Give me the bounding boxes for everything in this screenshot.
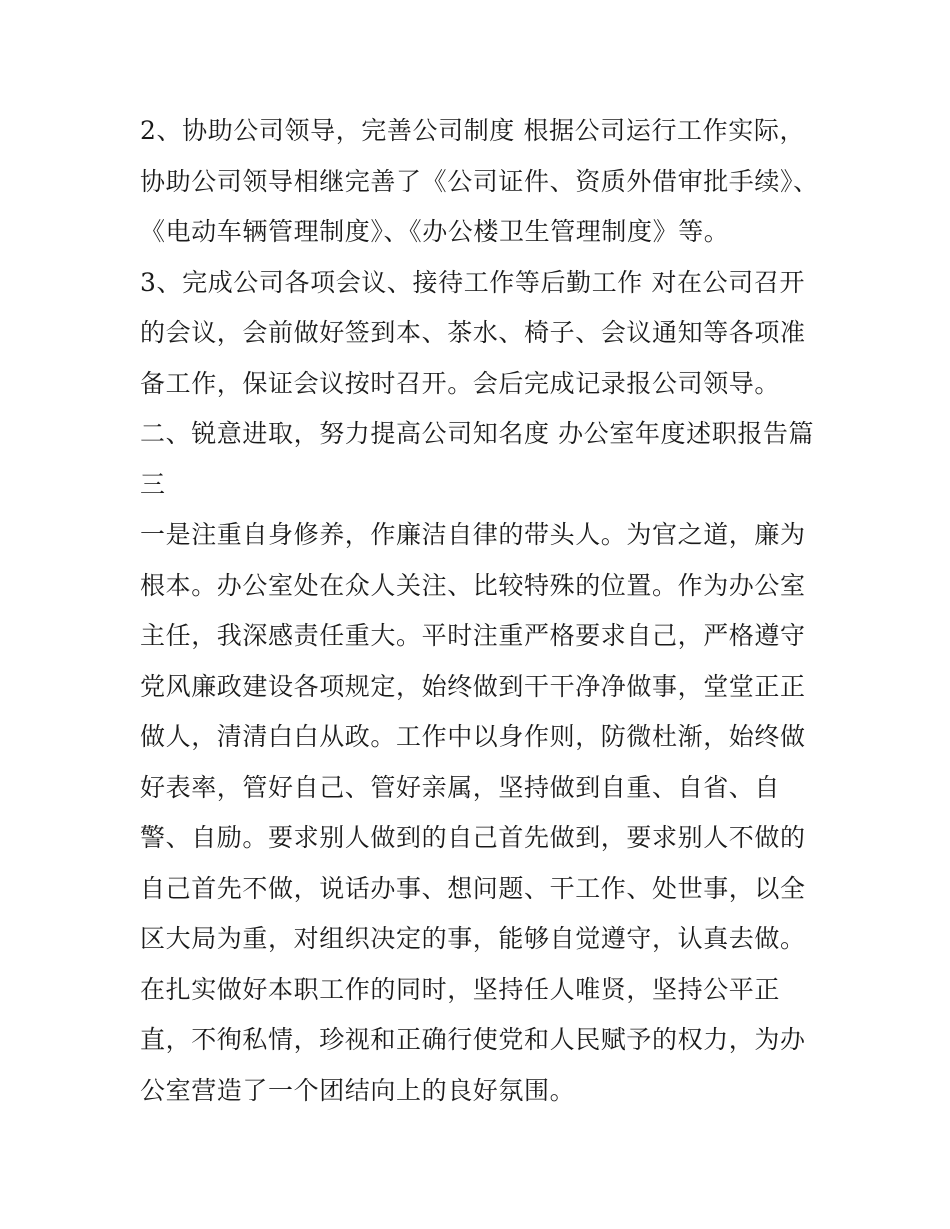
section-heading-two: 二、锐意进取，努力提高公司知名度 办公室年度述职报告篇三 <box>140 419 815 499</box>
paragraph-self-discipline: 一是注重自身修养，作廉洁自律的带头人。为官之道，廉为根本。办公室处在众人关注、比较特殊的位置。作为办公室主任，我深感责任重大。平时注重严格要求自己，严格遵守党风廉政建设各项规定，始终做到干干净净做事，堂堂正正做人，清清白白从政。工作中以身作则，防微杜渐，始终做好表率，管好自己、管好亲属，坚持做到自重、自省、自警、自励。要求别人做到的自己首先做到，要求别人不做的自己首先不做，说话办事、想问题、干工作、处世事，以全区大局为重，对组织决定的事，能够自觉遵守，认真去做。在扎实做好本职工作的同时，坚持任人唯贤，坚持公平正直，不徇私情，珍视和正确行使党和人民赋予的权力，为办公室营造了一个团结向上的良好氛围。 <box>140 520 806 1105</box>
document-body <box>140 106 820 1116</box>
paragraph-item-2: 2、协助公司领导，完善公司制度 根据公司运行工作实际，协助公司领导相继完善了《公司证件、资质外借审批手续》、《电动车辆管理制度》、《办公楼卫生管理制度》等。 <box>140 116 819 246</box>
paragraph-item-3: 3、完成公司各项会议、接待工作等后勤工作 对在公司召开的会议，会前做好签到本、茶水、椅子、会议通知等各项准备工作，保证会议按时召开。会后完成记录报公司领导。 <box>140 267 806 398</box>
